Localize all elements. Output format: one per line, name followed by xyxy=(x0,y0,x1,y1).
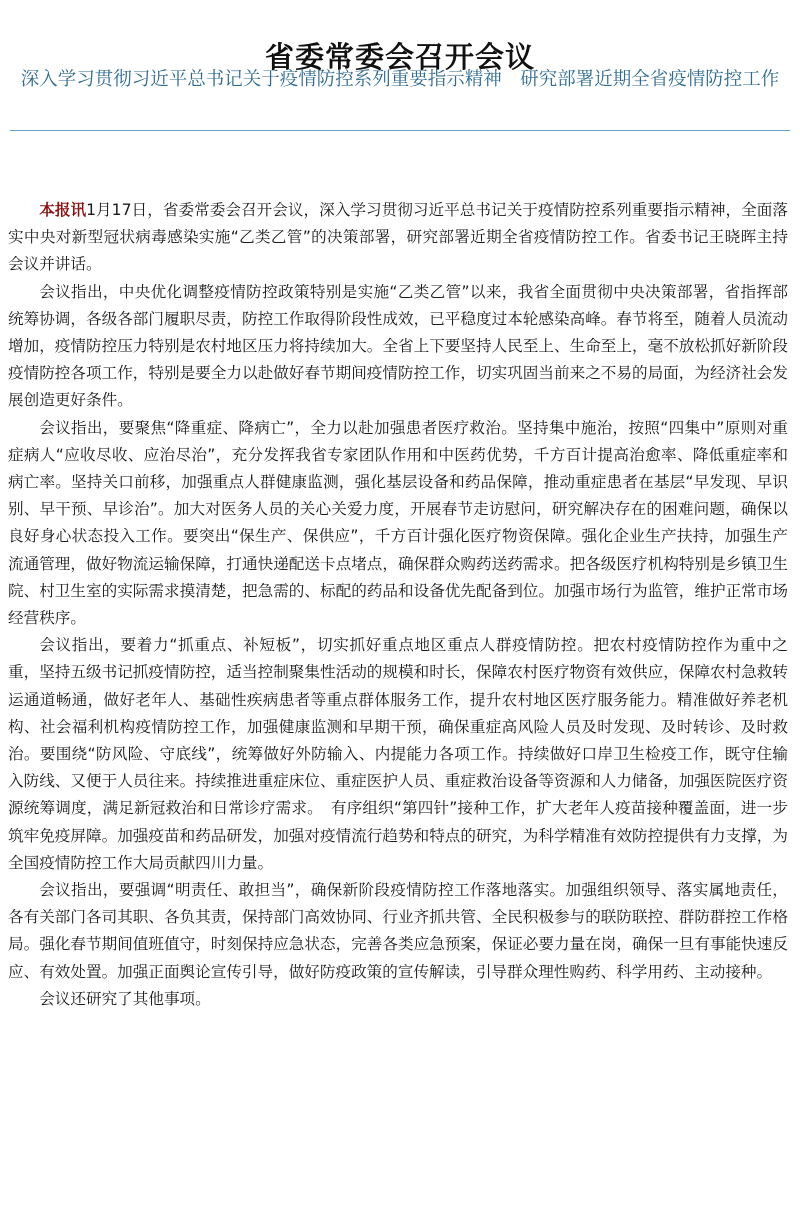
page-title: 省委常委会召开会议 xyxy=(264,40,535,75)
article-body xyxy=(8,197,788,1013)
paragraph-5: 会议指出，要强调“明责任、敢担当”，确保新阶段疫情防控工作落地落实。加强组织领导、落实属地责任，各有关部门各司其职、各负其责，保持部门高效协同、行业齐抓共管、全民积极参与的联防联控、群防群控工作格局。强化春节期间值班值守，时刻保持应急状态，完善各类应急预案，保证必要力量在岗，确保一旦有事能快速反应、有效处置。加强正面舆论宣传引导，做好防疫政策的宣传解读，引导群众理性购药、科学用药、主动接种。 xyxy=(8,881,788,981)
paragraph-1-text: 1月17日，省委常委会召开会议，深入学习贯彻习近平总书记关于疫情防控系列重要指示精神，全面落实中央对新型冠状病毒感染实施“乙类乙管”的决策部署，研究部署近期全省疫情防控工作。省委书记王晓晖主持会议并讲话。 xyxy=(8,201,788,274)
paragraph-6: 会议还研究了其他事项。 xyxy=(39,989,211,1008)
paragraph-1 xyxy=(8,197,788,279)
paragraph-2: 会议指出，中央优化调整疫情防控政策特别是实施“乙类乙管”以来，我省全面贯彻中央决策部署，省指挥部统筹协调，各级各部门履职尽责，防控工作取得阶段性成效，已平稳度过本轮感染高峰。春节将至，随着人员流动增加，疫情防控压力特别是农村地区压力将持续加大。全省上下要坚持人民至上、生命至上，毫不放松抓好新阶段疫情防控各项工作，特别是要全力以赴做好春节期间疫情防控工作，切实巩固当前来之不易的局面，为经济社会发展创造更好条件。 xyxy=(8,282,788,410)
page-subtitle: 深入学习贯彻习近平总书记关于疫情防控系列重要指示精神 研究部署近期全省疫情防控工作 xyxy=(20,69,780,90)
title-divider xyxy=(10,130,790,131)
lead-label: 本报讯 xyxy=(39,201,87,219)
paragraph-3: 会议指出，要聚焦“降重症、降病亡”，全力以赴加强患者医疗救治。坚持集中施治，按照“四集中”原则对重症病人“应收尽收、应治尽治”，充分发挥我省专家团队作用和中医药优势，千方百计提高治愈率、降低重症率和病亡率。坚持关口前移，加强重点人群健康监测，强化基层设备和药品保障，推动重症患者在基层“早发现、早识别、早干预、早诊治”。加大对医务人员的关心关爱力度，开展春节走访慰问，研究解决存在的困难问题，确保以良好身心状态投入工作。要突出“保生产、保供应”，千方百计强化医疗物资保障。强化企业生产扶持，加强生产流通管理，做好物流运输保障，打通快递配送卡点堵点，确保群众购药送药需求。把各级医疗机构特别是乡镇卫生院、村卫生室的实际需求摸清楚，把急需的、标配的药品和设备优先配备到位。加强市场行为监管，维护正常市场经营秩序。 xyxy=(8,418,788,628)
paragraph-4: 会议指出，要着力“抓重点、补短板”，切实抓好重点地区重点人群疫情防控。把农村疫情防控作为重中之重，坚持五级书记抓疫情防控，适当控制聚集性活动的规模和时长，保障农村医疗物资有效供应，保障农村急救转运通道畅通，做好老年人、基础性疾病患者等重点群体服务工作，提升农村地区医疗服务能力。精准做好养老机构、社会福利机构疫情防控工作，加强健康监测和早期干预，确保重症高风险人员及时发现、及时转诊、及时救治。要围绕“防风险、守底线”，统筹做好外防输入、内提能力各项工作。持续做好口岸卫生检疫工作，既守住输入防线、又便于人员往来。持续推进重症床位、重症医护人员、重症救治设备等资源和人力储备，加强医院医疗资源统筹调度，满足新冠救治和日常诊疗需求。 有序组织“第四针”接种工作，扩大老年人疫苗接种覆盖面，进一步筑牢免疫屏障。加强疫苗和药品研发，加强对疫情流行趋势和特点的研究，为科学精准有效防控提供有力支撑，为全国疫情防控工作大局贡献四川力量。 xyxy=(8,636,788,872)
